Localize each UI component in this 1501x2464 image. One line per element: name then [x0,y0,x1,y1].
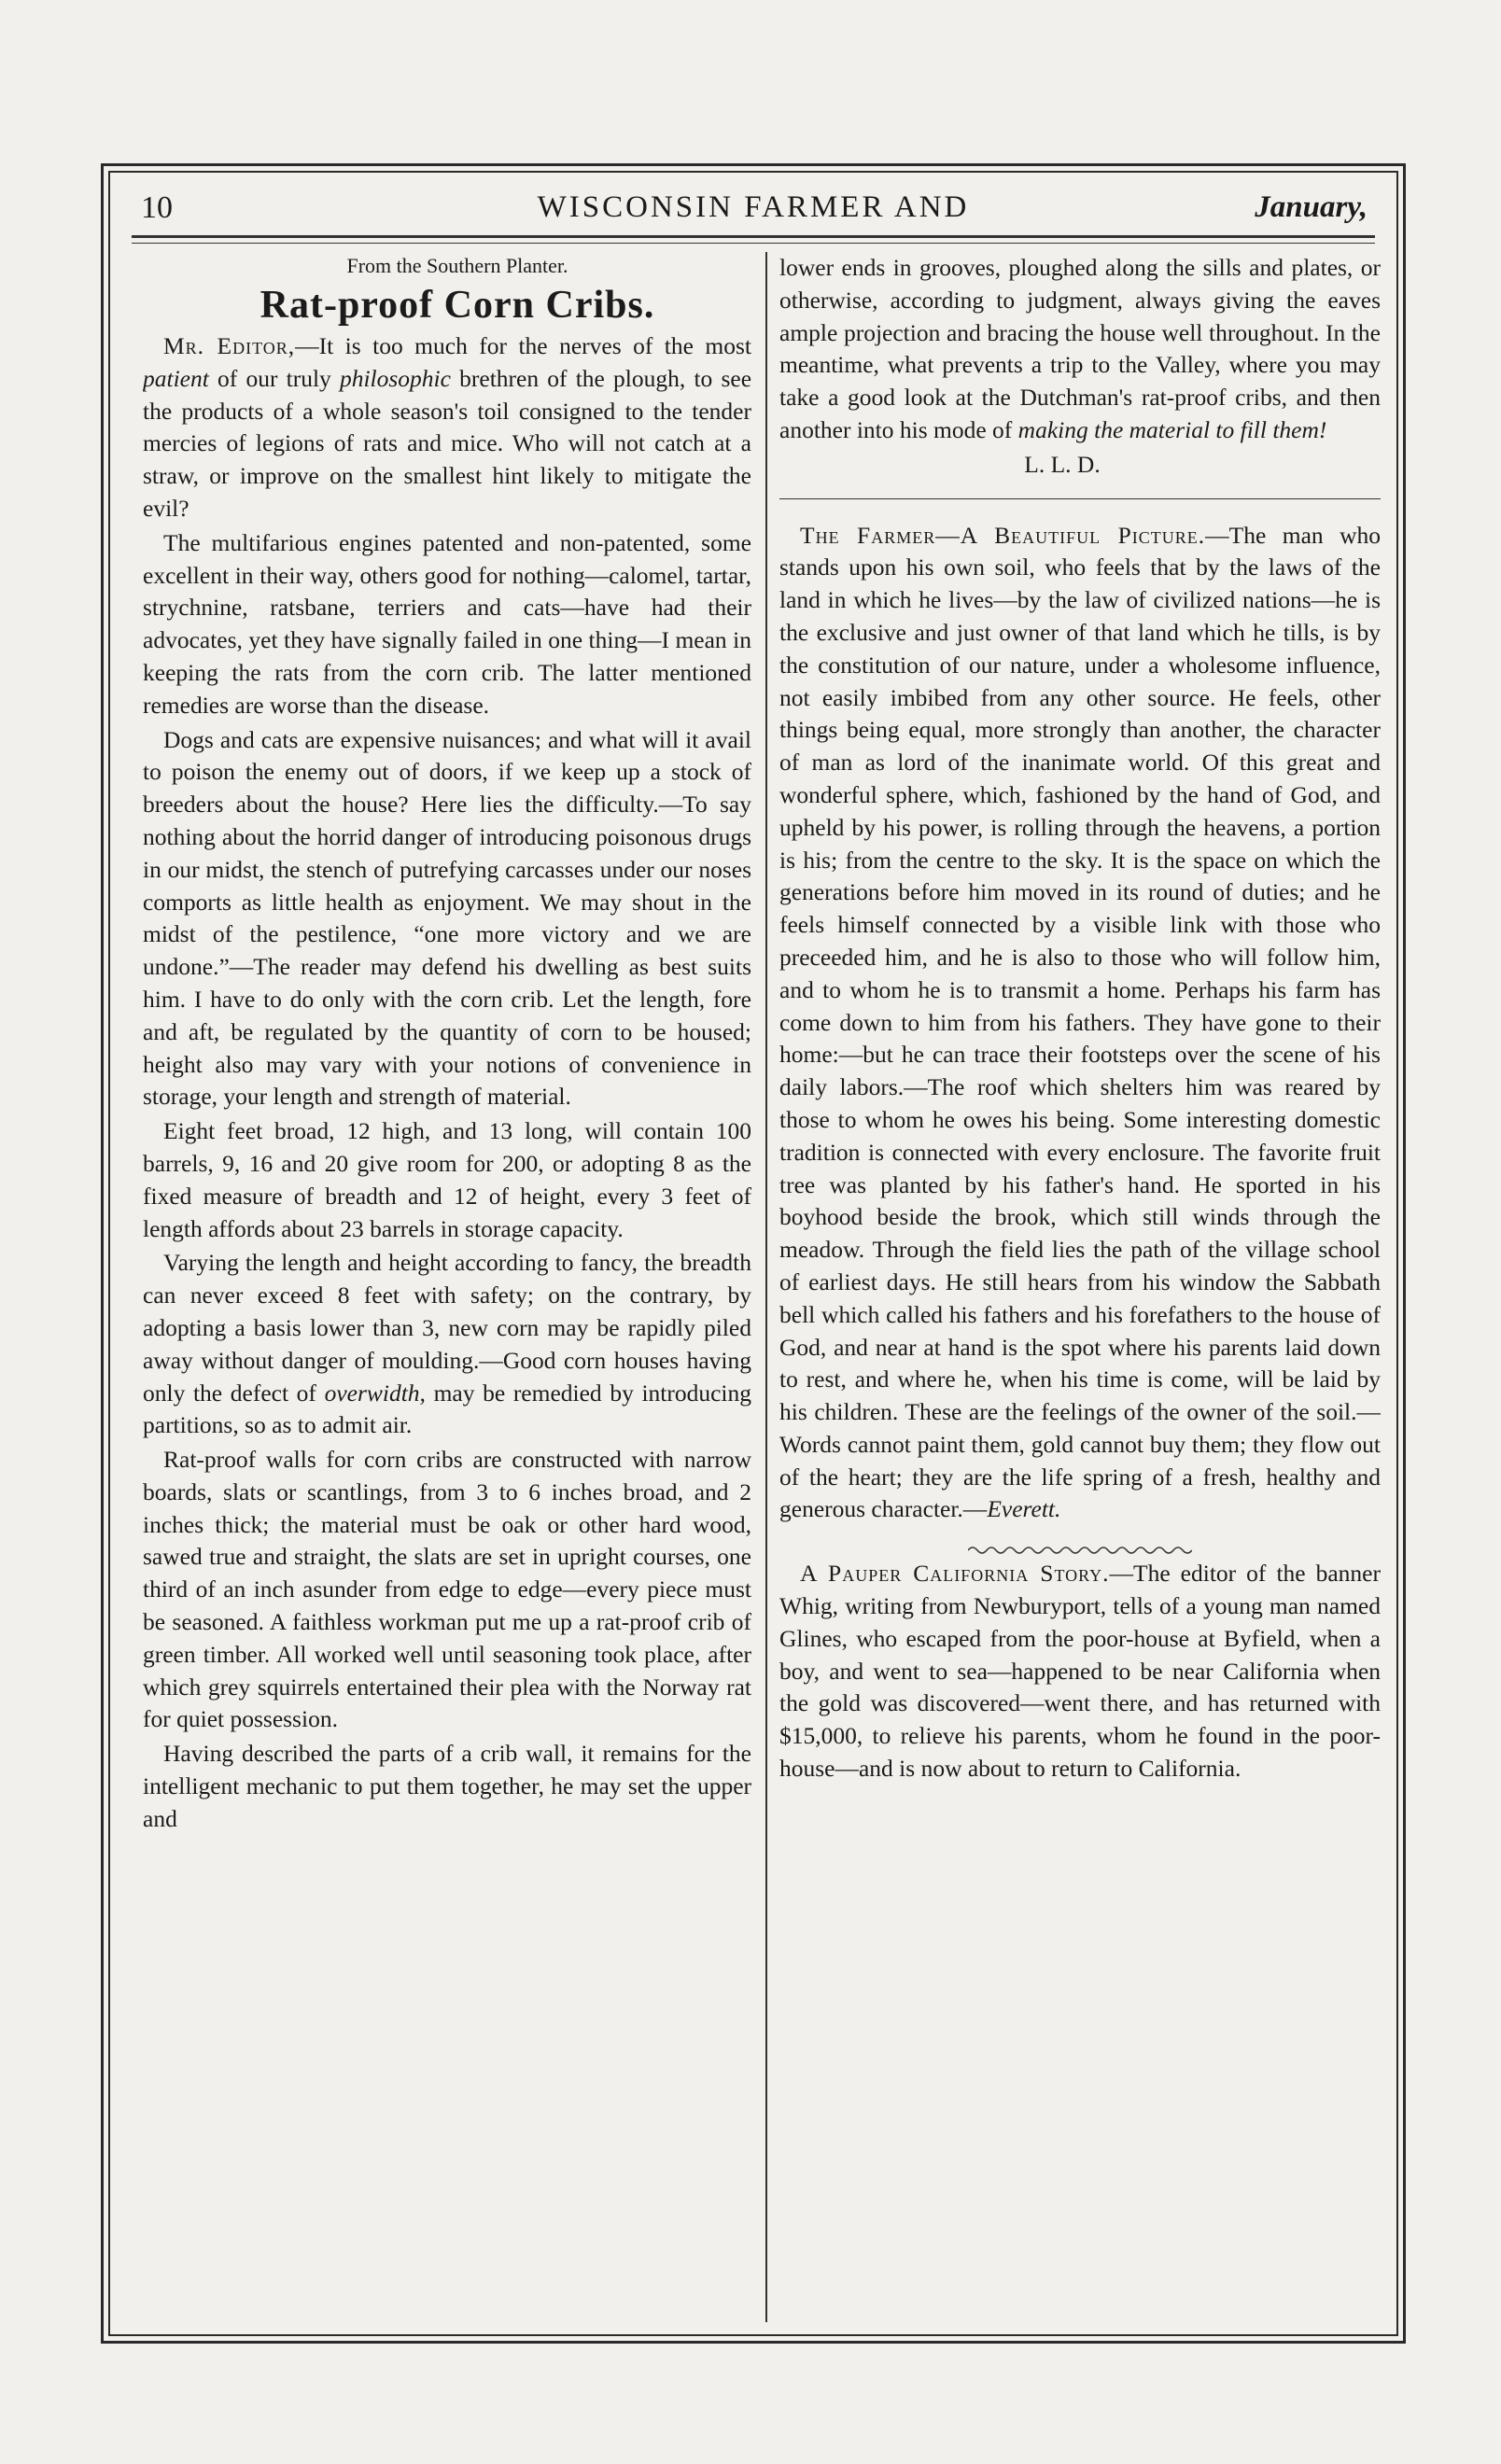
article3-paragraph: A Pauper California Story.—The editor of the banner Whig, writing from Newburyport, tells of a young man named Glines, who escaped from the poor-house at Byfield, when a boy, and went to sea—happened to be near California when the gold was discovered—went there, and has returned with $15,000, to relieve his parents, whom he found in the poor-house—and is now about to return to California. [779,1560,1381,1783]
salutation: Mr. Editor, [163,332,296,359]
article-paragraph: Eight feet broad, 12 high, and 13 long, will contain 100 barrels, 9, 16 and 20 give room for 200, or adopting 8 as the fixed measure of breadth and 12 of height, every 3 feet of length affords about 23 barrels in storage capacity. [143,1117,751,1242]
article-paragraph: Dogs and cats are expensive nuisances; and what will it avail to poison the enemy out of doors, if we keep up a stock of breeders about the house? Here lies the difficulty.—To say nothing about the horrid danger of introducing poisonous drugs in our midst, the stench of putrefying carcasses under our noses comports as little health as enjoyment. We may shout in the midst of the pestilence, “one more victory and we are undone.”—The reader may defend his dwelling as best suits him. I have to do only with the corn crib. Let the length, fore and aft, be regulated by the quantity of corn to be housed; height also may vary with your notions of convenience in storage, your length and strength of material. [143,725,751,1111]
column-divider [765,252,767,2322]
right-column [779,252,1381,2322]
article-paragraph: Rat-proof walls for corn cribs are constructed with narrow boards, slats or scantlings, from 3 to 6 inches broad, and 2 inches thick; the material must be oak or other hard wood, sawed true and straight, the slats are set in upright courses, one third of an inch asunder from edge to edge—every piece must be seasoned. A faithless workman put me up a rat-proof crib of green timber. All worked well until seasoning took place, after which grey squirrels entertained their plea with the Norway rat for quiet possession. [143,1446,751,1733]
page-header [132,185,1375,233]
article-paragraph: Having described the parts of a crib wall, it remains for the intelligent mechanic to put them together, he may set the upper and [143,1740,751,1832]
article-paragraph: Mr. Editor,—It is too much for the nerves of the most patient of our truly philosophic brethren of the plough, to see the products of a whole season's toil consigned to the tender mercies of legions of rats and mice. Who will not catch at a straw, or improve on the smallest hint likely to mitigate the evil? [143,332,751,522]
article2-heading: The Farmer—A Beautiful Picture. [800,521,1206,549]
signature-line [779,449,1381,482]
publication-title: WISCONSIN FARMER AND [537,190,970,224]
page-number: 10 [141,190,173,225]
header-rule-thin [132,243,1375,244]
issue-month: January, [1255,190,1368,224]
article-divider [779,498,1381,499]
article2-author: Everett. [987,1495,1061,1523]
newspaper-page [101,163,1406,2344]
article-paragraph-continued: lower ends in grooves, ploughed along the sills and plates, or otherwise, according to judgment, always giving the eaves ample projection and bracing the house well throughout. In the meantime, what prevents a trip to the Valley, where you may take a good look at the Dutchman's rat-proof cribs, and then another into his mode of making the material to fill them! [779,254,1381,443]
article-paragraph: The multifarious engines patented and non-patented, some excellent in their way, others good for nothing—calomel, tartar, strychnine, ratsbane, terriers and cats—have had their advocates, yet they have signally failed in one thing—I mean in keeping the rats from the corn crib. The latter mentioned remedies are worse than the disease. [143,528,751,719]
signature: L. L. D. [1024,450,1101,478]
header-rule [132,235,1375,238]
article-title: Rat-proof Corn Cribs. [260,284,655,327]
article3-heading: A Pauper California Story. [800,1560,1110,1588]
article-paragraph: Varying the length and height according to fancy, the breadth can never exceed 8 feet with safety; on the contrary, by adopting a basis lower than 3, new corn may be rapidly piled away without danger of moulding.—Good corn houses having only the defect of overwidth, may be remedied by introducing partitions, so as to admit air. [143,1249,751,1439]
article2-paragraph: The Farmer—A Beautiful Picture.—The man who stands upon his own soil, who feels that by the laws of the land in which he lives—by the law of civilized nations—he is the exclusive and just owner of that land which he tills, is by the constitution of our nature, under a wholesome influence, not easily imbibed from any other source. He feels, other things being equal, more strongly than another, the character of man as lord of the inanimate world. Of this great and wonderful sphere, which, fashioned by the hand of God, and upheld by his power, is rolling through the heavens, a portion is his; from the centre to the sky. It is the space on which the generations before him moved in its round of duties; and he feels himself connected by a visible link with those who preceeded him, and he is also to those who will follow him, and to whom he is to transmit a home. Perhaps his farm has come down to him from his fathers. They have gone to their home:—but he can trace their footsteps over the scene of his daily labors.—The roof which shelters him was reared by those to whom he owes his being. Some interesting domestic tradition is connected with every enclosure. The favorite fruit tree was planted by his father's hand. He sported in his boyhood beside the brook, which still winds through the meadow. Through the field lies the path of the village school of earliest days. He still hears from his window the Sabbath bell which called his fathers and his forefathers to the house of God, and near at hand is the spot where his parents laid down to rest, and where he, when his time is come, will be laid by his children. These are the feelings of the owner of the soil.—Words cannot paint them, gold cannot buy them; they flow out of the heart; they are the life spring of a fresh, healthy and generous character.—Everett. [779,521,1381,1523]
article-source: From the Southern Planter. [346,254,568,277]
left-column [143,252,751,2322]
wavy-divider [779,1533,1381,1548]
